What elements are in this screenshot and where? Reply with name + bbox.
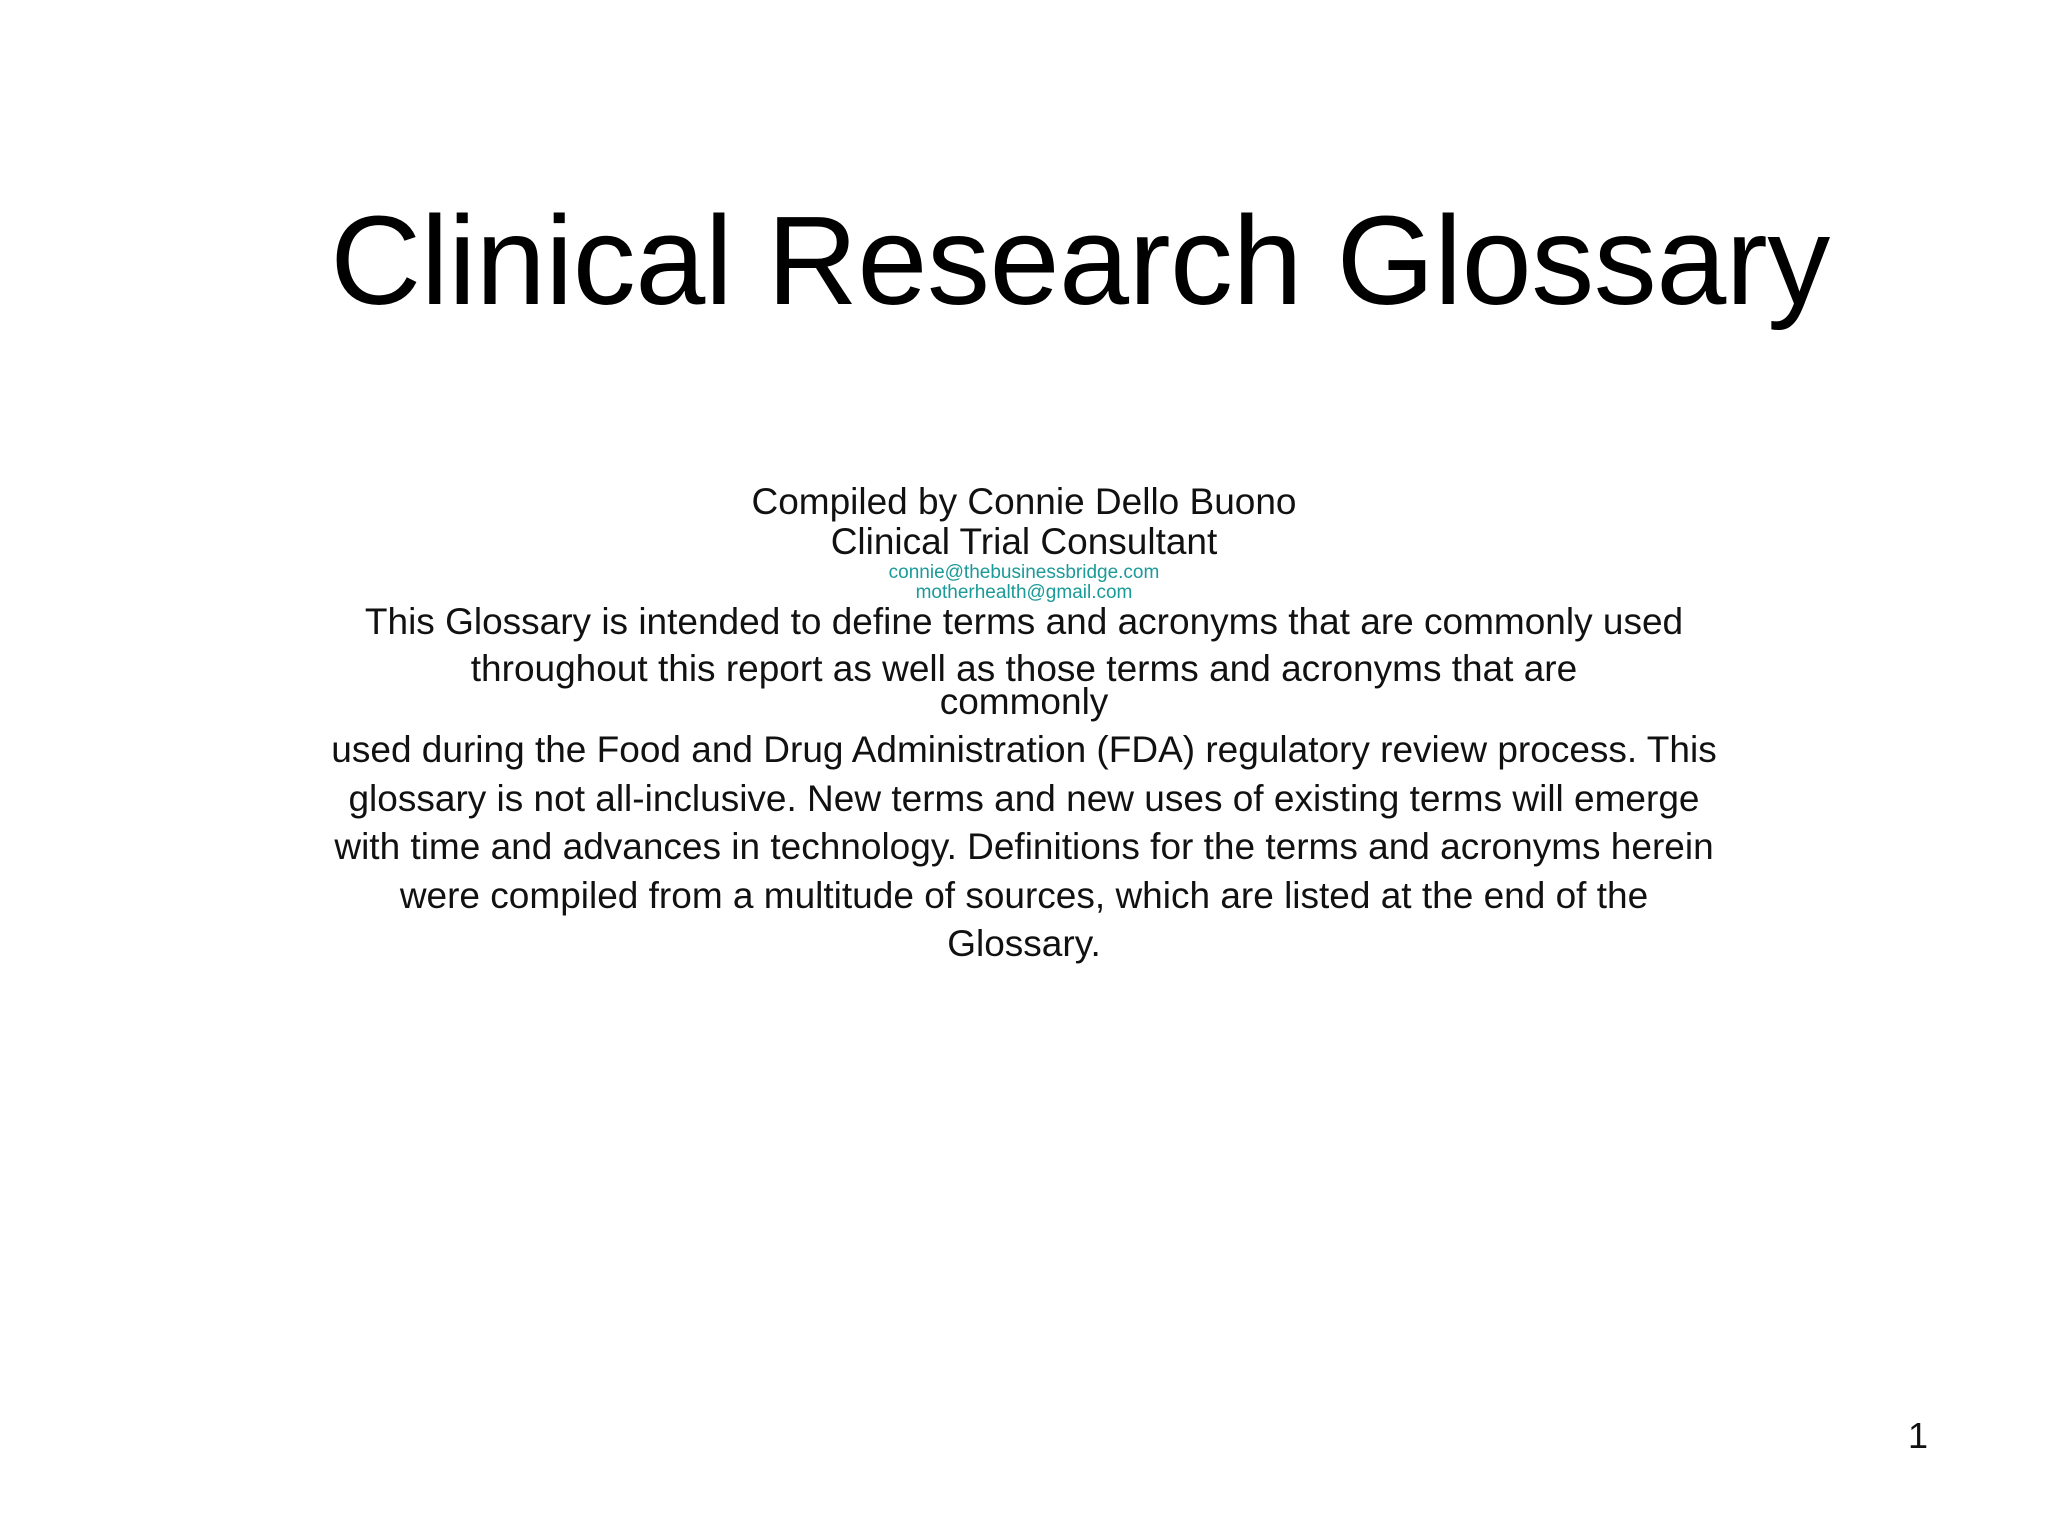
page-number: 1 — [1907, 1415, 1928, 1456]
email-link-business[interactable]: connie@thebusinessbridge.com — [888, 562, 1160, 583]
intro-paragraph-2: used during the Food and Drug Administration (FDA) regulatory review process. This glossary is not all-inclusive. New terms and new uses of existing terms will emerge with time and advances in technology. Definitions for the terms and acronyms herein were compiled from a multitude of sources, which are listed at the end of the Glossary. — [331, 729, 1717, 964]
contact-emails — [324, 563, 1724, 603]
intro-paragraph-1: This Glossary is intended to define terms and acronyms that are commonly used throughout this report as well as those terms and acronyms that are — [364, 601, 1684, 689]
compiled-by-text: Compiled by Connie Dello Buono — [751, 481, 1297, 522]
email-link-motherhealth[interactable]: motherhealth@gmail.com — [915, 582, 1133, 603]
intro-paragraph-1-tail: commonly — [939, 681, 1109, 722]
role-text: Clinical Trial Consultant — [830, 521, 1218, 562]
byline — [324, 482, 1724, 562]
intro-text — [324, 598, 1724, 969]
slide-title: Clinical Research Glossary — [330, 190, 1830, 331]
